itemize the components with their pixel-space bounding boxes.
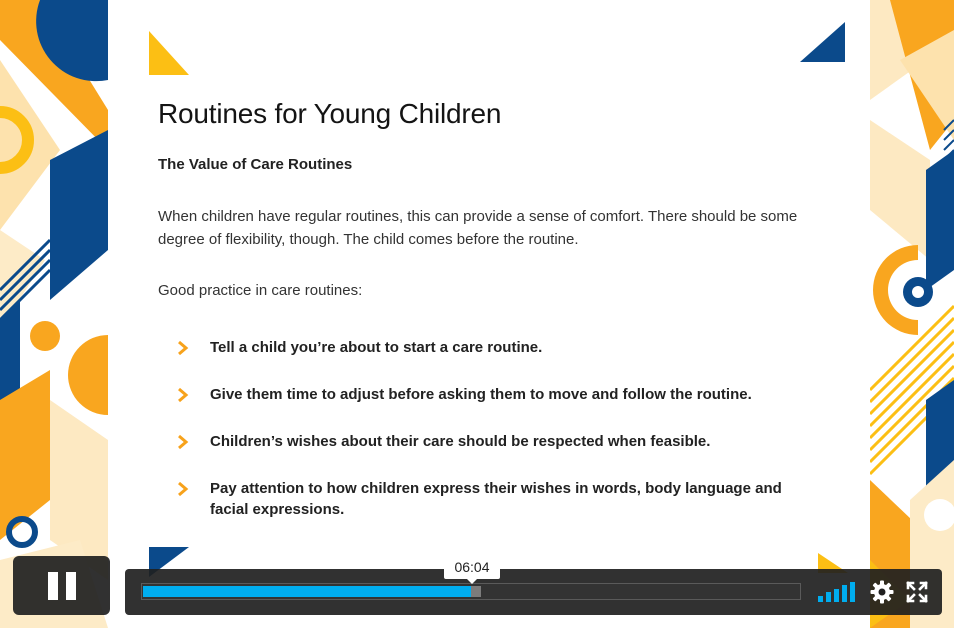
bullet-text: Pay attention to how children express their wishes in words, body language and facial expressions. <box>210 480 782 518</box>
bullet-text: Tell a child you’re about to start a care routine. <box>210 339 543 356</box>
player-control-bar <box>125 569 942 615</box>
pause-button[interactable] <box>13 556 110 615</box>
volume-button[interactable] <box>818 582 856 602</box>
right-decorative-pattern <box>870 0 954 628</box>
chevron-right-icon <box>176 481 190 497</box>
intro-paragraph: When children have regular routines, this can provide a sense of comfort. There should be some degree of flexibility, though. The child comes before the routine. <box>158 208 798 248</box>
slide-title: Routines for Young Children <box>158 98 502 129</box>
progress-played <box>143 586 471 597</box>
list-item <box>176 478 796 520</box>
care-routine-bullet-list <box>176 337 796 520</box>
progress-scrubber[interactable] <box>141 583 801 600</box>
slide-content <box>108 0 870 628</box>
top-left-corner-triangle <box>149 31 189 75</box>
fullscreen-icon[interactable] <box>906 581 928 603</box>
left-decorative-pattern <box>0 0 108 628</box>
list-item <box>176 431 796 452</box>
bullet-text: Children’s wishes about their care should be respected when feasible. <box>210 433 711 450</box>
top-right-corner-triangle <box>800 22 845 62</box>
list-item <box>176 337 796 358</box>
practice-intro-paragraph: Good practice in care routines: <box>158 282 363 299</box>
bullet-text: Give them time to adjust before asking them to move and follow the routine. <box>210 386 752 403</box>
chevron-right-icon <box>176 387 190 403</box>
time-tooltip: 06:04 <box>444 555 500 579</box>
chevron-right-icon <box>176 340 190 356</box>
settings-gear-icon[interactable] <box>870 580 894 604</box>
list-item <box>176 384 796 405</box>
chevron-right-icon <box>176 434 190 450</box>
slide-subtitle: The Value of Care Routines <box>158 156 353 173</box>
